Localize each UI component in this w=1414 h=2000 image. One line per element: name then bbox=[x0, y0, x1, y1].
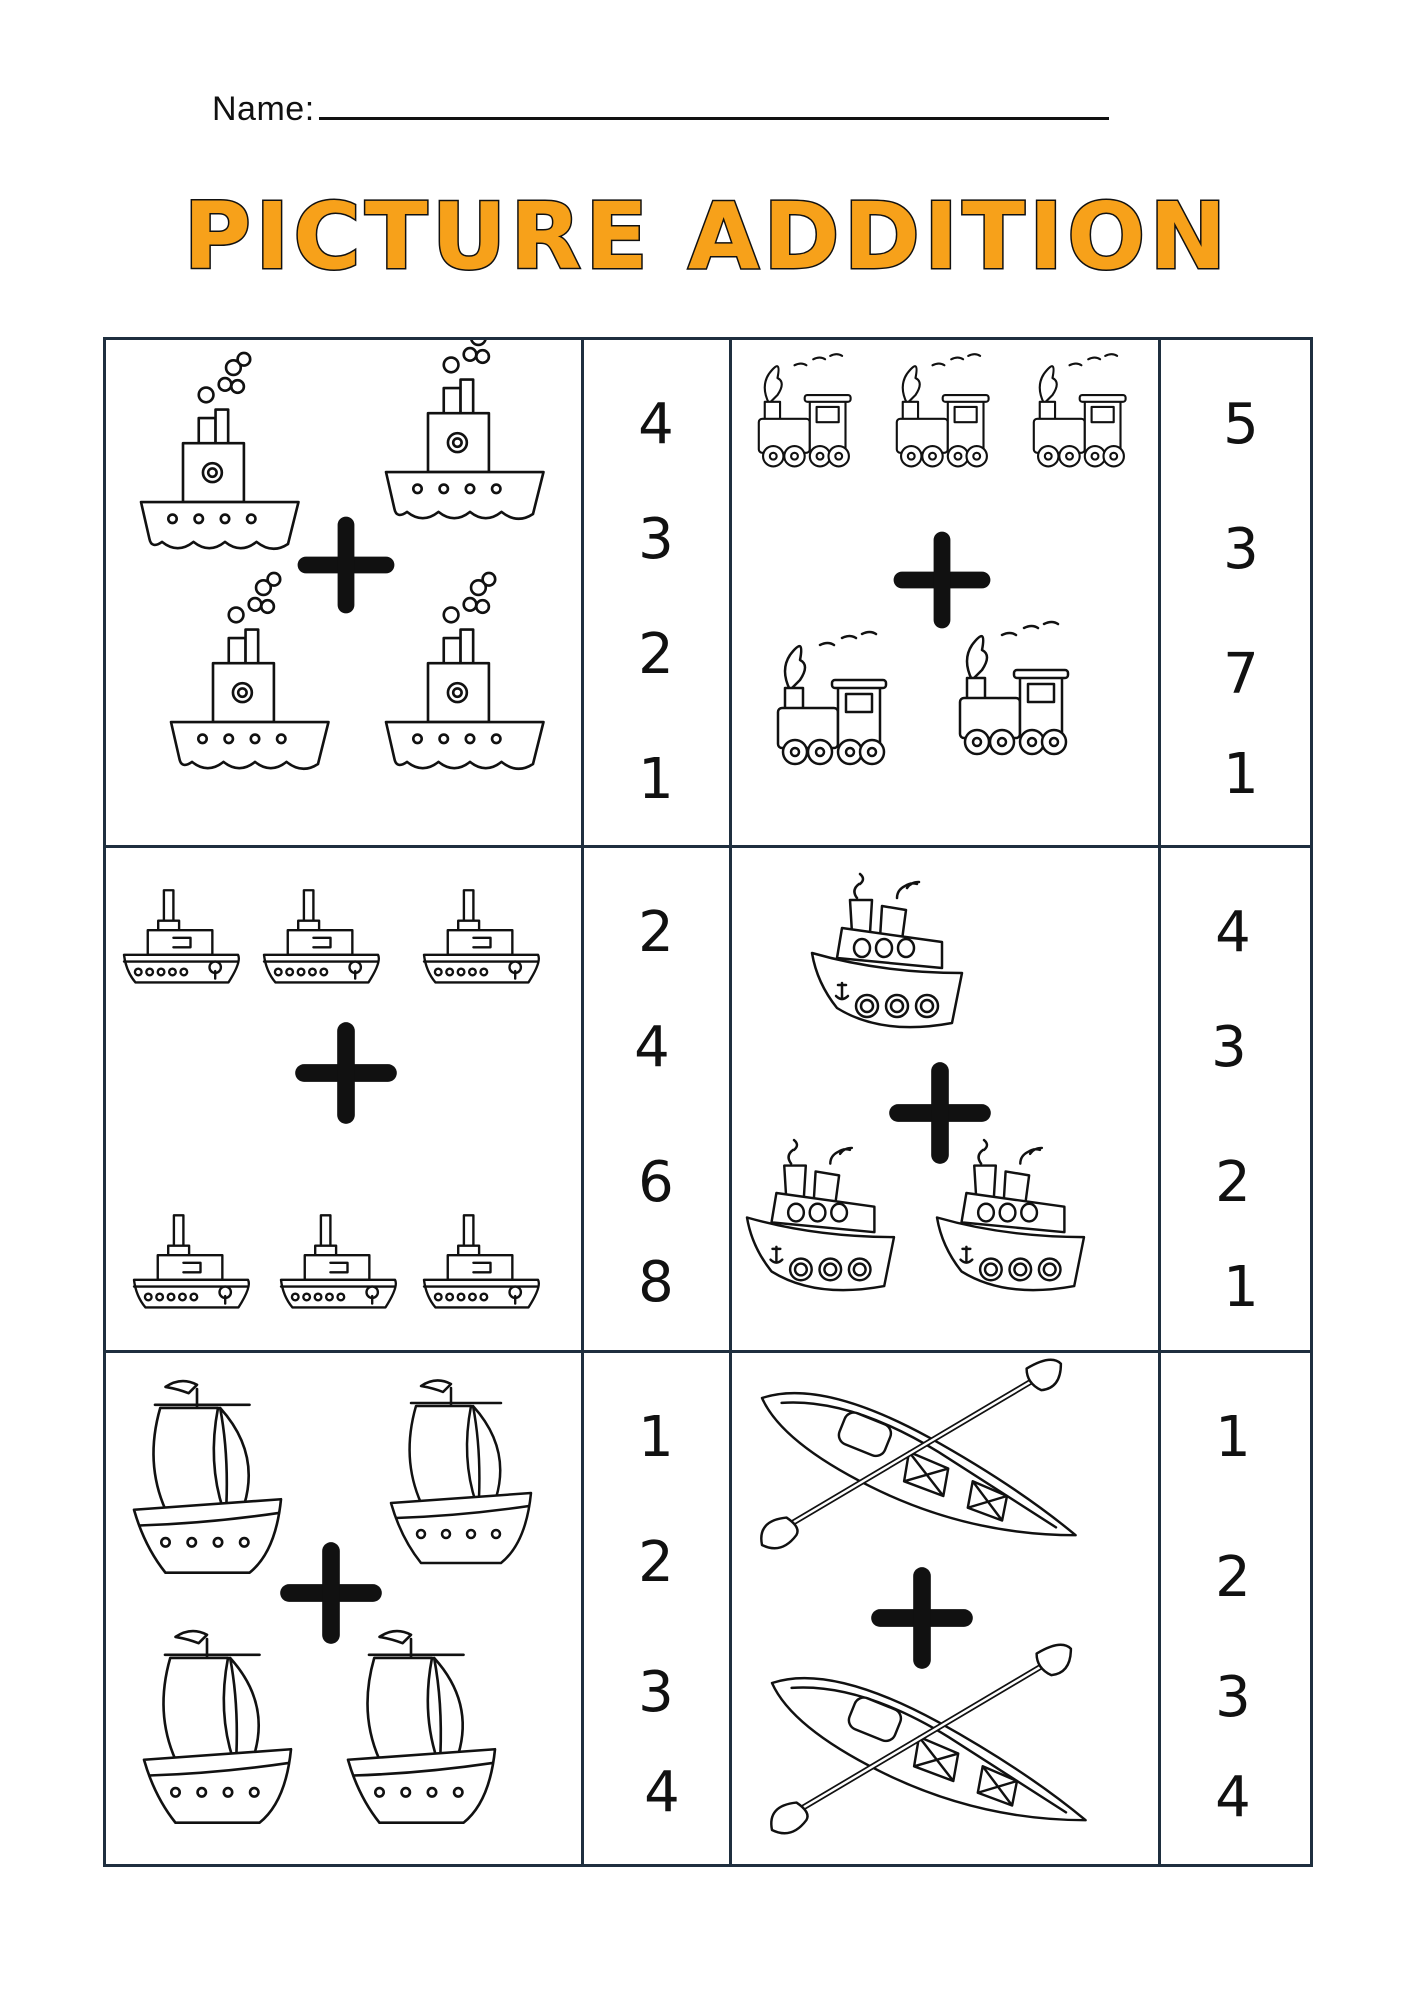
plus-sign-icon bbox=[898, 1071, 982, 1155]
problem-4-picture bbox=[732, 848, 1158, 1350]
problem-2-picture bbox=[732, 340, 1158, 845]
answer-option[interactable]: 4 bbox=[644, 1760, 680, 1825]
ship-icon bbox=[812, 874, 962, 1027]
plus-sign-icon bbox=[880, 1576, 964, 1660]
answer-option[interactable]: 1 bbox=[1215, 1405, 1251, 1470]
answer-option[interactable]: 2 bbox=[1215, 1150, 1251, 1215]
sailboat-icon bbox=[391, 1380, 531, 1563]
answer-option[interactable]: 1 bbox=[638, 1405, 674, 1470]
name-blank-line[interactable] bbox=[319, 91, 1109, 120]
tugboat-icon bbox=[264, 890, 379, 982]
tugboat-icon bbox=[424, 890, 539, 982]
answer-option[interactable]: 1 bbox=[1223, 742, 1259, 807]
train-icon bbox=[960, 622, 1068, 754]
answer-option[interactable]: 3 bbox=[1223, 517, 1259, 582]
answer-option[interactable]: 4 bbox=[1215, 900, 1251, 965]
tugboat-icon bbox=[134, 1215, 249, 1307]
title-text: PICTURE ADDITION bbox=[183, 183, 1231, 290]
answer-option[interactable]: 6 bbox=[638, 1150, 674, 1215]
page-title bbox=[0, 180, 1414, 290]
plus-sign-icon bbox=[289, 1551, 373, 1635]
answer-option[interactable]: 3 bbox=[638, 507, 674, 572]
problem-1-answers bbox=[584, 340, 729, 845]
tugboat-icon bbox=[281, 1215, 396, 1307]
plus-sign-icon bbox=[306, 525, 386, 605]
name-field[interactable] bbox=[212, 90, 1109, 129]
answer-option[interactable]: 1 bbox=[1223, 1255, 1259, 1320]
answer-option[interactable]: 1 bbox=[638, 747, 674, 812]
answer-option[interactable]: 2 bbox=[1215, 1545, 1251, 1610]
tugboat-icon bbox=[124, 890, 239, 982]
problem-6-picture bbox=[732, 1353, 1158, 1865]
answer-option[interactable]: 3 bbox=[1211, 1015, 1247, 1080]
problem-3-picture bbox=[106, 848, 581, 1350]
answer-option[interactable]: 5 bbox=[1223, 392, 1259, 457]
answer-option[interactable]: 4 bbox=[634, 1015, 670, 1080]
problem-6-answers bbox=[1161, 1353, 1311, 1865]
steamboat-icon bbox=[386, 573, 544, 769]
answer-option[interactable]: 2 bbox=[638, 622, 674, 687]
kayak-icon bbox=[771, 1645, 1085, 1833]
answer-option[interactable]: 7 bbox=[1223, 642, 1259, 707]
problem-2-answers bbox=[1161, 340, 1311, 845]
answer-option[interactable]: 2 bbox=[638, 900, 674, 965]
plus-sign-icon bbox=[304, 1031, 388, 1115]
answer-option[interactable]: 2 bbox=[638, 1530, 674, 1595]
steamboat-icon bbox=[386, 340, 544, 519]
problem-5-answers bbox=[584, 1353, 729, 1865]
train-icon bbox=[897, 354, 989, 466]
train-icon bbox=[759, 354, 851, 466]
ship-icon bbox=[937, 1140, 1084, 1290]
addition-grid bbox=[103, 337, 1313, 1867]
answer-option[interactable]: 4 bbox=[1215, 1765, 1251, 1830]
kayak-icon bbox=[761, 1360, 1075, 1548]
ship-icon bbox=[747, 1140, 894, 1290]
answer-option[interactable]: 8 bbox=[638, 1250, 674, 1315]
problem-4-answers bbox=[1161, 848, 1311, 1350]
plus-sign-icon bbox=[902, 540, 982, 620]
sailboat-icon bbox=[348, 1631, 495, 1823]
train-icon bbox=[1034, 354, 1126, 466]
name-label: Name: bbox=[212, 90, 315, 128]
problem-1-picture bbox=[106, 340, 581, 845]
answer-option[interactable]: 3 bbox=[638, 1660, 674, 1725]
answer-option[interactable]: 3 bbox=[1215, 1665, 1251, 1730]
sailboat-icon bbox=[144, 1631, 291, 1823]
steamboat-icon bbox=[141, 353, 299, 549]
sailboat-icon bbox=[134, 1381, 281, 1573]
steamboat-icon bbox=[171, 573, 329, 769]
problem-5-picture bbox=[106, 1353, 581, 1865]
problem-3-answers bbox=[584, 848, 729, 1350]
tugboat-icon bbox=[424, 1215, 539, 1307]
answer-option[interactable]: 4 bbox=[638, 392, 674, 457]
train-icon bbox=[778, 632, 886, 764]
